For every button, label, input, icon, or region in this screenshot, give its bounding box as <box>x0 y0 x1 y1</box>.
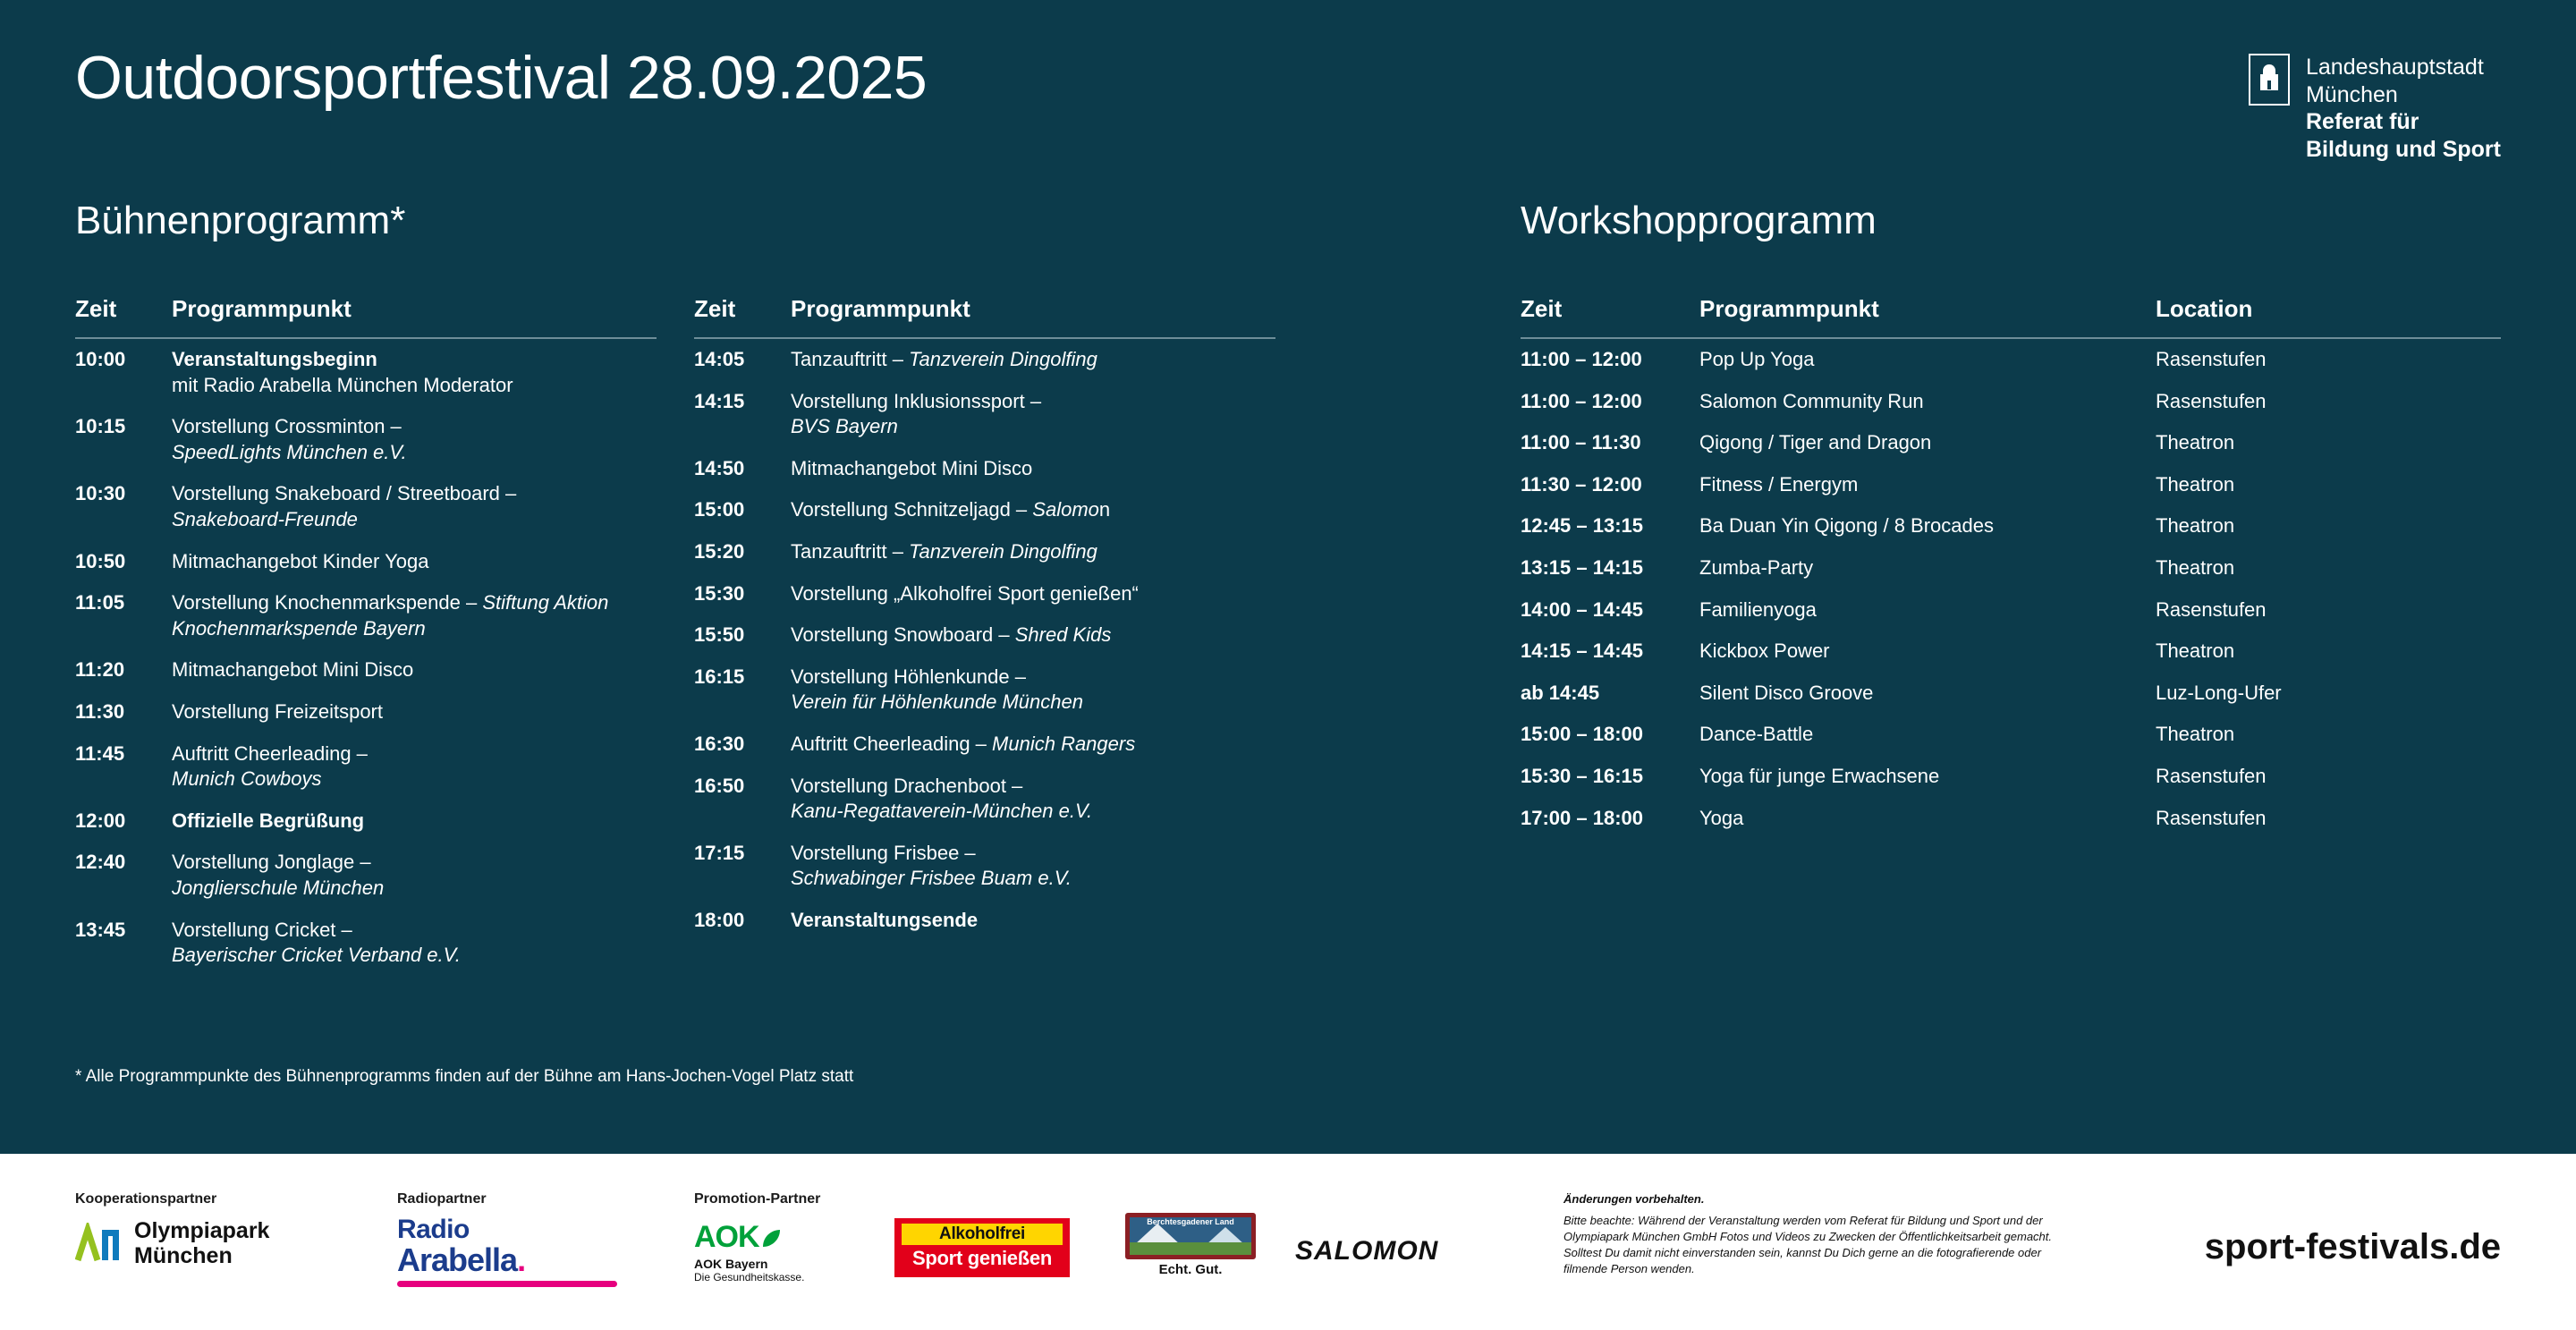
cell-item <box>791 833 1275 900</box>
cell-item-italic: Snakeboard-Freunde <box>172 507 358 530</box>
cell-item-bold: Veranstaltungsbeginn <box>172 348 377 370</box>
cell-time: 10:15 <box>75 415 126 438</box>
cell-item-plain: Vorstellung Freizeitsport <box>172 699 383 723</box>
olympiapark-logo <box>75 1218 269 1268</box>
footer-label-radio: Radiopartner <box>397 1191 487 1207</box>
cell-item <box>172 733 657 801</box>
footer-label-promotion: Promotion-Partner <box>694 1191 821 1207</box>
arabella-bar <box>397 1281 617 1287</box>
cell-item <box>172 801 657 843</box>
aok-sub2: Die Gesundheitskasse. <box>694 1271 805 1283</box>
cell-item-italic: Tanzverein Dingolfing <box>909 348 1097 370</box>
cell-item-italic: Stiftung Aktion Knochenmarkspende Bayern <box>172 591 609 640</box>
cell-item-plain: Vorstellung Snowboard – <box>791 623 1015 647</box>
cell-location: Theatron <box>2156 555 2235 579</box>
cell-item-plain: Vorstellung Höhlenkunde – <box>791 665 1026 688</box>
cell-item-plain: Vorstellung Drachenboot – <box>791 774 1023 797</box>
cell-item-rest: mit Radio Arabella München Moderator <box>172 373 513 396</box>
cell-item-plain: Vorstellung Crossminton – <box>172 415 402 438</box>
cell-item-plain: Vorstellung Snakeboard / Streetboard – <box>172 482 517 505</box>
cell-time: 14:15 <box>694 389 745 412</box>
berchtesgadener-image <box>1125 1213 1256 1259</box>
arabella-dot: . <box>517 1241 526 1278</box>
olympiapark-logo-text <box>134 1218 269 1268</box>
table-row <box>75 338 657 406</box>
cell-time: 15:00 – 18:00 <box>1521 723 1643 746</box>
cell-location: Theatron <box>2156 640 2235 663</box>
cell-time: 14:50 <box>694 456 745 479</box>
table-row <box>75 733 657 801</box>
cell-item-italic: Schwabinger Frisbee Buam e.V. <box>791 867 1072 890</box>
table-row <box>694 489 1275 531</box>
cell-time: 16:15 <box>694 665 745 688</box>
cell-time: 10:50 <box>75 549 126 572</box>
cell-item-italic: Munich Cowboys <box>172 767 322 791</box>
footer <box>0 1154 2576 1330</box>
table-row <box>75 649 657 691</box>
cell-item <box>791 489 1275 531</box>
cell-item-plain: Mitmachangebot Kinder Yoga <box>172 549 429 572</box>
berchtesgadener-grass <box>1130 1242 1251 1255</box>
stage-column-2 <box>694 295 1275 942</box>
cell-item-italic: Tanzverein Dingolfing <box>909 539 1097 563</box>
aok-sub1: AOK Bayern <box>694 1257 768 1271</box>
table-row <box>694 614 1275 657</box>
cell-item: Ba Duan Yin Qigong / 8 Brocades <box>1699 514 1994 538</box>
cell-item-italic: BVS Bayern <box>791 415 898 438</box>
workshop-table <box>1521 295 2501 839</box>
table-row <box>75 842 657 909</box>
cell-item <box>791 338 1275 381</box>
arabella-line1: Radio <box>397 1215 470 1244</box>
cell-item <box>172 338 657 406</box>
cell-item-plain: Tanzauftritt – <box>791 539 910 563</box>
table-row <box>1521 714 2501 756</box>
table-row <box>1521 422 2501 464</box>
table-row <box>1521 547 2501 589</box>
cell-time: ab 14:45 <box>1521 681 1600 704</box>
cell-time: 14:05 <box>694 348 745 370</box>
cell-location: Rasenstufen <box>2156 348 2267 370</box>
column-header-time: Zeit <box>75 295 172 338</box>
alkoholfrei-line2: Sport genießen <box>912 1247 1052 1269</box>
cell-time: 16:30 <box>694 732 745 755</box>
table-row <box>694 900 1275 942</box>
cell-time: 11:20 <box>75 658 125 682</box>
table-header-row <box>1521 295 2501 338</box>
stage-footnote: * Alle Programmpunkte des Bühnenprogramms finden auf der Bühne am Hans-Jochen-Vogel Platz statt <box>75 1067 854 1086</box>
table-header-row <box>694 295 1275 338</box>
cell-item-italic: Jonglierschule München <box>172 876 385 899</box>
table-row <box>1521 673 2501 715</box>
cell-time: 12:40 <box>75 851 126 874</box>
cell-item <box>791 614 1275 657</box>
cell-item-plain: Auftritt Cheerleading – <box>172 741 368 765</box>
page-title: Outdoorsportfestival 28.09.2025 <box>75 44 928 112</box>
arabella-word: Arabella <box>397 1241 518 1278</box>
cell-item <box>172 406 657 473</box>
cell-item-plain: Vorstellung Knochenmarkspende – <box>172 591 483 614</box>
column-header-item: Programmpunkt <box>791 295 1275 338</box>
cell-item <box>172 473 657 540</box>
cell-time: 15:50 <box>694 623 745 647</box>
cell-item-plain: Vorstellung Jonglage – <box>172 851 371 874</box>
cell-location: Luz-Long-Ufer <box>2156 681 2282 704</box>
cell-time: 11:45 <box>75 741 125 765</box>
cell-item <box>791 531 1275 573</box>
cell-item-italic: Shred Kids <box>1014 623 1112 647</box>
disclaimer-line2: Bitte beachte: Während der Veranstaltung werden vom Referat für Bildung und Sport und der Olympiapark München GmbH Fotos und Videos zu Zwecken der Öffentlichkeitsarbeit gemacht. Solltest Du damit nicht einverstanden sein, kannst Du Dich gerne an die fotografierende oder filmende Person wenden. <box>1563 1213 2053 1275</box>
cell-item: Kickbox Power <box>1699 640 1830 663</box>
munich-crest-icon <box>2249 54 2290 106</box>
cell-item: Silent Disco Groove <box>1699 681 1874 704</box>
table-row <box>75 406 657 473</box>
table-header-row <box>75 295 657 338</box>
cell-time: 18:00 <box>694 908 745 931</box>
footer-disclaimer <box>1563 1191 2064 1277</box>
table-row <box>1521 338 2501 381</box>
column-header-item: Programmpunkt <box>1699 295 2156 338</box>
stage-column-1 <box>75 295 657 977</box>
cell-time: 13:45 <box>75 918 126 941</box>
cell-item-plain: Vorstellung Inklusionssport – <box>791 389 1042 412</box>
cell-time: 11:00 – 12:00 <box>1521 389 1642 412</box>
cell-item-italic: Salomo <box>1032 498 1099 521</box>
cell-item: Salomon Community Run <box>1699 389 1924 412</box>
cell-item <box>791 766 1275 833</box>
table-row <box>1521 505 2501 547</box>
cell-item: Yoga für junge Erwachsene <box>1699 764 1940 787</box>
cell-item-tail: n <box>1098 498 1111 521</box>
table-row <box>694 833 1275 900</box>
cell-time: 12:45 – 13:15 <box>1521 514 1643 538</box>
cell-time: 12:00 <box>75 809 126 832</box>
cell-time: 14:00 – 14:45 <box>1521 597 1643 621</box>
leaf-icon <box>759 1227 783 1250</box>
cell-item: Fitness / Energym <box>1699 472 1859 496</box>
cell-item: Zumba-Party <box>1699 555 1814 579</box>
column-header-location: Location <box>2156 295 2501 338</box>
cell-item-plain: Mitmachangebot Mini Disco <box>791 456 1033 479</box>
workshop-program-title: Workshopprogramm <box>1521 199 1877 242</box>
salomon-logo: SALOMON <box>1295 1236 1439 1266</box>
cell-item: Qigong / Tiger and Dragon <box>1699 431 1932 454</box>
cell-item-italic: SpeedLights München e.V. <box>172 440 407 463</box>
cell-item-plain: Vorstellung Schnitzeljagd – <box>791 498 1033 521</box>
cell-location: Rasenstufen <box>2156 389 2267 412</box>
table-row <box>1521 631 2501 673</box>
cell-item-plain: Auftritt Cheerleading – <box>791 732 993 755</box>
olympiapark-line2: München <box>134 1243 233 1268</box>
cell-location: Theatron <box>2156 514 2235 538</box>
cell-item <box>172 691 657 733</box>
cell-item <box>172 842 657 909</box>
cell-time: 10:00 <box>75 348 126 370</box>
city-logo <box>2249 54 2501 163</box>
website-url[interactable]: sport-festivals.de <box>2204 1227 2501 1266</box>
alkoholfrei-logo <box>894 1218 1070 1277</box>
cell-item <box>791 724 1275 766</box>
table-row <box>1521 464 2501 506</box>
table-row <box>694 381 1275 448</box>
cell-location: Theatron <box>2156 431 2235 454</box>
aok-word: AOK <box>694 1220 759 1254</box>
cell-time: 15:30 – 16:15 <box>1521 764 1643 787</box>
table-row <box>694 724 1275 766</box>
cell-item-italic: Munich Rangers <box>992 732 1136 755</box>
table-row <box>1521 798 2501 840</box>
cell-time: 11:30 <box>75 699 125 723</box>
cell-item <box>791 448 1275 490</box>
berchtesgadener-banner: Berchtesgadener Land <box>1147 1217 1234 1226</box>
cell-item: Dance-Battle <box>1699 723 1814 746</box>
cell-location: Rasenstufen <box>2156 806 2267 829</box>
footer-label-cooperation: Kooperationspartner <box>75 1191 217 1207</box>
table-row <box>694 573 1275 615</box>
cell-item-bold: Offizielle Begrüßung <box>172 809 365 832</box>
cell-item <box>791 657 1275 724</box>
cell-item <box>791 573 1275 615</box>
table-row <box>694 657 1275 724</box>
cell-time: 15:20 <box>694 539 745 563</box>
cell-item-plain: Vorstellung „Alkoholfrei Sport genießen“ <box>791 581 1139 605</box>
city-logo-line3: Referat für <box>2305 109 2419 134</box>
cell-item-plain: Mitmachangebot Mini Disco <box>172 658 414 682</box>
cell-item <box>172 541 657 583</box>
olympiapark-line1: Olympiapark <box>134 1218 270 1243</box>
cell-time: 14:15 – 14:45 <box>1521 640 1643 663</box>
cell-item-italic: Kanu-Regattaverein-München e.V. <box>791 800 1093 823</box>
column-header-item: Programmpunkt <box>172 295 657 338</box>
table-row <box>75 910 657 977</box>
cell-item <box>791 900 1275 942</box>
table-row <box>75 582 657 649</box>
radio-arabella-logo <box>397 1216 621 1287</box>
table-row <box>694 448 1275 490</box>
stage-program-title: Bühnenprogramm* <box>75 199 406 242</box>
cell-location: Theatron <box>2156 723 2235 746</box>
cell-time: 11:05 <box>75 591 125 614</box>
cell-time: 13:15 – 14:15 <box>1521 555 1643 579</box>
cell-item: Yoga <box>1699 806 1744 829</box>
cell-location: Theatron <box>2156 472 2235 496</box>
cell-item: Pop Up Yoga <box>1699 348 1815 370</box>
cell-time: 11:00 – 11:30 <box>1521 431 1641 454</box>
cell-item <box>172 910 657 977</box>
cell-time: 11:00 – 12:00 <box>1521 348 1642 370</box>
cell-time: 11:30 – 12:00 <box>1521 472 1642 496</box>
cell-time: 17:15 <box>694 841 745 864</box>
cell-item-italic: Verein für Höhlenkunde München <box>791 690 1083 714</box>
cell-item-bold: Veranstaltungsende <box>791 908 979 931</box>
table-row <box>694 338 1275 381</box>
cell-time: 15:00 <box>694 498 745 521</box>
cell-item-plain: Vorstellung Frisbee – <box>791 841 976 864</box>
column-header-time: Zeit <box>1521 295 1699 338</box>
cell-item-italic: Bayerischer Cricket Verband e.V. <box>172 944 461 967</box>
olympiapark-mark-icon <box>75 1223 125 1264</box>
cell-time: 10:30 <box>75 482 126 505</box>
cell-time: 17:00 – 18:00 <box>1521 806 1643 829</box>
cell-item <box>172 649 657 691</box>
cell-item <box>791 381 1275 448</box>
table-row <box>1521 381 2501 423</box>
stage-table-2 <box>694 295 1275 942</box>
stage-table-1 <box>75 295 657 977</box>
alkoholfrei-line1: Alkoholfrei <box>902 1224 1063 1245</box>
cell-location: Rasenstufen <box>2156 597 2267 621</box>
aok-name <box>694 1222 891 1252</box>
table-row <box>694 766 1275 833</box>
cell-item-plain: Tanzauftritt – <box>791 348 910 370</box>
table-row <box>1521 756 2501 798</box>
berchtesgadener-caption: Echt. Gut. <box>1158 1262 1223 1277</box>
city-logo-line4: Bildung und Sport <box>2305 136 2501 162</box>
city-logo-line1: Landeshauptstadt <box>2305 55 2484 80</box>
cell-time: 16:50 <box>694 774 745 797</box>
aok-logo <box>694 1222 891 1283</box>
table-row <box>75 473 657 540</box>
table-row <box>1521 589 2501 631</box>
city-logo-line2: München <box>2305 81 2398 107</box>
cell-item-plain: Vorstellung Cricket – <box>172 918 352 941</box>
table-row <box>694 531 1275 573</box>
table-row <box>75 691 657 733</box>
disclaimer-line1: Änderungen vorbehalten. <box>1563 1192 1705 1206</box>
cell-location: Rasenstufen <box>2156 764 2267 787</box>
cell-item: Familienyoga <box>1699 597 1817 621</box>
city-logo-text <box>2306 54 2501 163</box>
workshop-column <box>1521 295 2501 839</box>
cell-time: 15:30 <box>694 581 745 605</box>
arabella-line2 <box>397 1243 621 1277</box>
column-header-time: Zeit <box>694 295 791 338</box>
table-row <box>75 541 657 583</box>
table-row <box>75 801 657 843</box>
cell-item <box>172 582 657 649</box>
berchtesgadener-land-logo <box>1125 1213 1256 1277</box>
